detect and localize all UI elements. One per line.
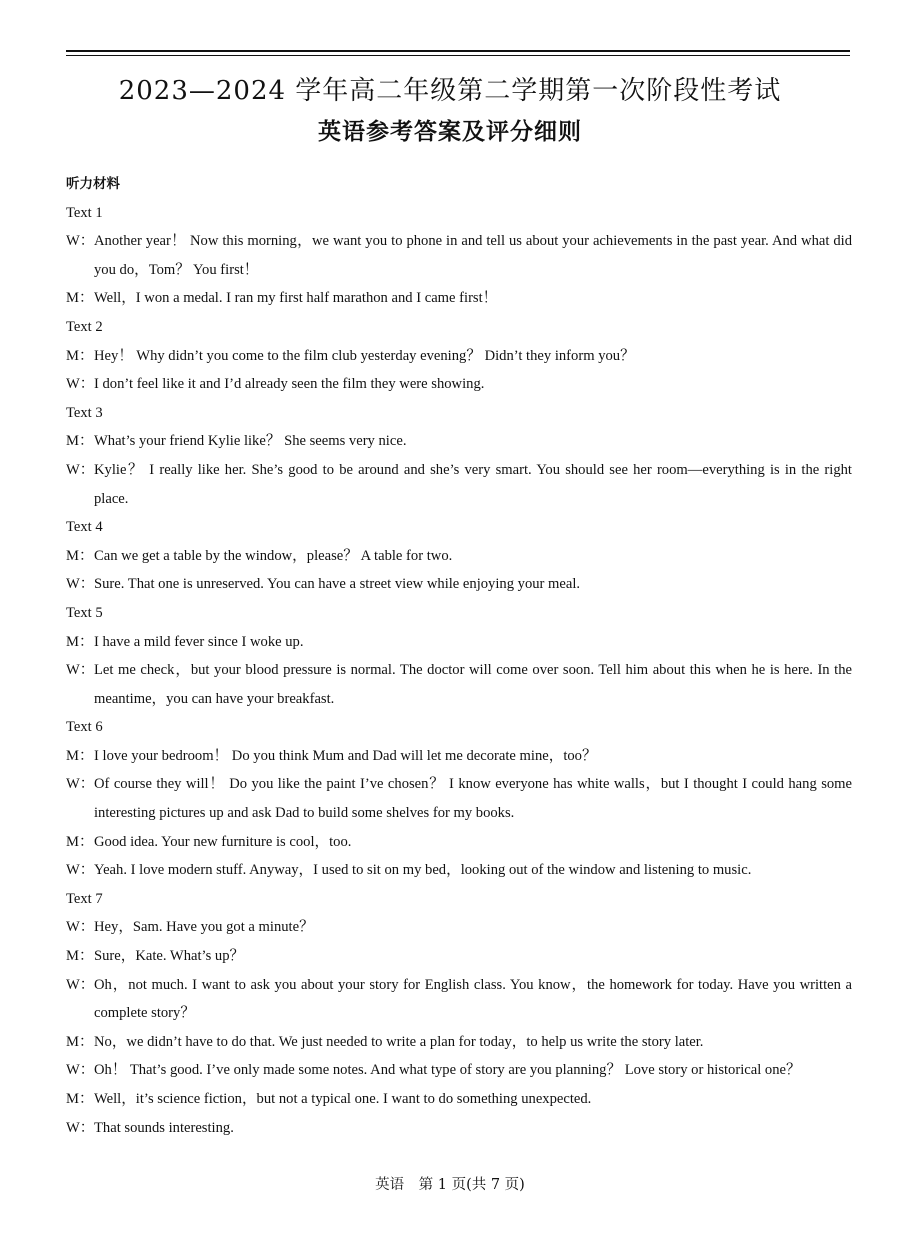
speaker-label: M： [66,1091,94,1107]
text-label: Text 6 [66,719,103,736]
transcript-body [66,170,852,1142]
speaker-label: M： [66,547,94,564]
dialogue-line [66,570,852,599]
dialogue-text: Let me check，but your blood pressure is normal. The doctor will come over soon. Tell him about this when he is here. In the meantime，you can have your breakfast. [94,662,852,707]
dialogue-text: I love your bedroom！ Do you think Mum and Dad will let me decorate mine，too？ [94,747,597,764]
dialogue-line [66,284,852,313]
speaker-label: M： [66,747,94,764]
dialogue-line [66,770,852,827]
dialogue-text: Sure，Kate. What’s up？ [94,948,245,965]
speaker-label: W： [66,976,95,993]
speaker-label: W： [66,1119,95,1136]
dialogue-text: Hey，Sam. Have you got a minute？ [94,919,314,936]
speaker-label: M： [66,433,94,450]
speaker-label: W： [66,376,95,393]
dialogue-text: No，we didn’t have to do that. We just needed to write a plan for today，to help us write the story later. [94,1033,704,1050]
speaker-label: W： [66,233,95,250]
speaker-label: M： [66,948,94,965]
transcript-texts [66,199,852,1143]
speaker-label: W： [66,1062,95,1079]
speaker-label: W： [66,461,95,478]
text-label: Text 5 [66,604,103,621]
dialogue-text: Kylie？ I really like her. She’s good to be around and she’s very smart. You should see her room—everything is in the right place. [94,461,852,507]
dialogue-line [66,1114,852,1143]
dialogue-line [66,971,852,1028]
header-rule-thick [66,50,850,52]
dialogue-text: What’s your friend Kylie like？ She seems very nice. [94,433,407,450]
dialogue-text: Well，it’s science fiction，but not a typical one. I want to do something unexpected. [94,1091,592,1107]
dialogue-line [66,856,852,885]
dialogue-line [66,1085,852,1114]
dialogue-line [66,628,852,657]
dialogue-text: Sure. That one is unreserved. You can have a street view while enjoying your meal. [94,576,581,593]
dialogue-line [66,656,852,713]
dialogue-text: Well，I won a medal. I ran my first half marathon and I came first！ [94,290,498,307]
dialogue-text: I don’t feel like it and I’d already seen the film they were showing. [94,376,485,393]
dialogue-text: Yeah. I love modern stuff. Anyway，I used to sit on my bed，looking out of the window and listening to music. [94,862,752,879]
dialogue-text: Hey！ Why didn’t you come to the film club yesterday evening？ Didn’t they inform you？ [94,347,635,364]
dialogue-text: Another year！ Now this morning，we want you to phone in and tell us about your achievements in the past year. And what did you do，Tom？ You first！ [94,233,852,278]
dialogue-line [66,828,852,857]
dialogue-line [66,742,852,771]
dialogue-text: Can we get a table by the window，please？ A table for two. [94,547,453,564]
dialogue-line [66,342,852,371]
speaker-label: M： [66,290,94,307]
dialogue-line [66,427,852,456]
dialogue-text: Oh，not much. I want to ask you about your story for English class. You know，the homework for today. Have you written a complete story？ [94,976,852,1022]
dialogue-line [66,1028,852,1057]
dialogue-line [66,456,852,513]
exam-subtitle: 英语参考答案及评分细则 [318,119,582,145]
speaker-label: W： [66,576,95,593]
text-label: Text 3 [66,404,103,421]
speaker-label: W： [66,662,95,679]
text-label: Text 7 [66,890,103,907]
dialogue-text: Of course they will！ Do you like the paint I’ve chosen？ I know everyone has white walls，but I thought I could hang some interesting pictures up and ask Dad to build some shelves for my books. [94,776,852,822]
text-label: Text 1 [66,204,103,221]
header-rule-thin [66,55,850,56]
page-footer: 英语 第 1 页(共 7 页) [375,1177,525,1193]
dialogue-line [66,370,852,399]
speaker-label: M： [66,633,94,650]
dialogue-text: That sounds interesting. [94,1119,234,1136]
section-heading: 听力材料 [66,176,120,192]
dialogue-text: I have a mild fever since I woke up. [94,633,304,650]
speaker-label: M： [66,347,94,364]
speaker-label: W： [66,776,95,793]
dialogue-line [66,1056,852,1085]
text-label: Text 2 [66,318,103,335]
speaker-label: W： [66,862,95,879]
speaker-label: W： [66,919,95,936]
dialogue-line [66,227,852,284]
dialogue-text: Oh！ That’s good. I’ve only made some notes. And what type of story are you planning？ Love story or historical one？ [94,1062,801,1079]
dialogue-line [66,542,852,571]
text-label: Text 4 [66,519,103,536]
exam-title: 2023—2024 学年高二年级第二学期第一次阶段性考试 [118,76,782,106]
dialogue-line [66,913,852,942]
speaker-label: M： [66,833,94,850]
dialogue-line [66,942,852,971]
dialogue-text: Good idea. Your new furniture is cool，too. [94,833,352,850]
speaker-label: M： [66,1033,94,1050]
